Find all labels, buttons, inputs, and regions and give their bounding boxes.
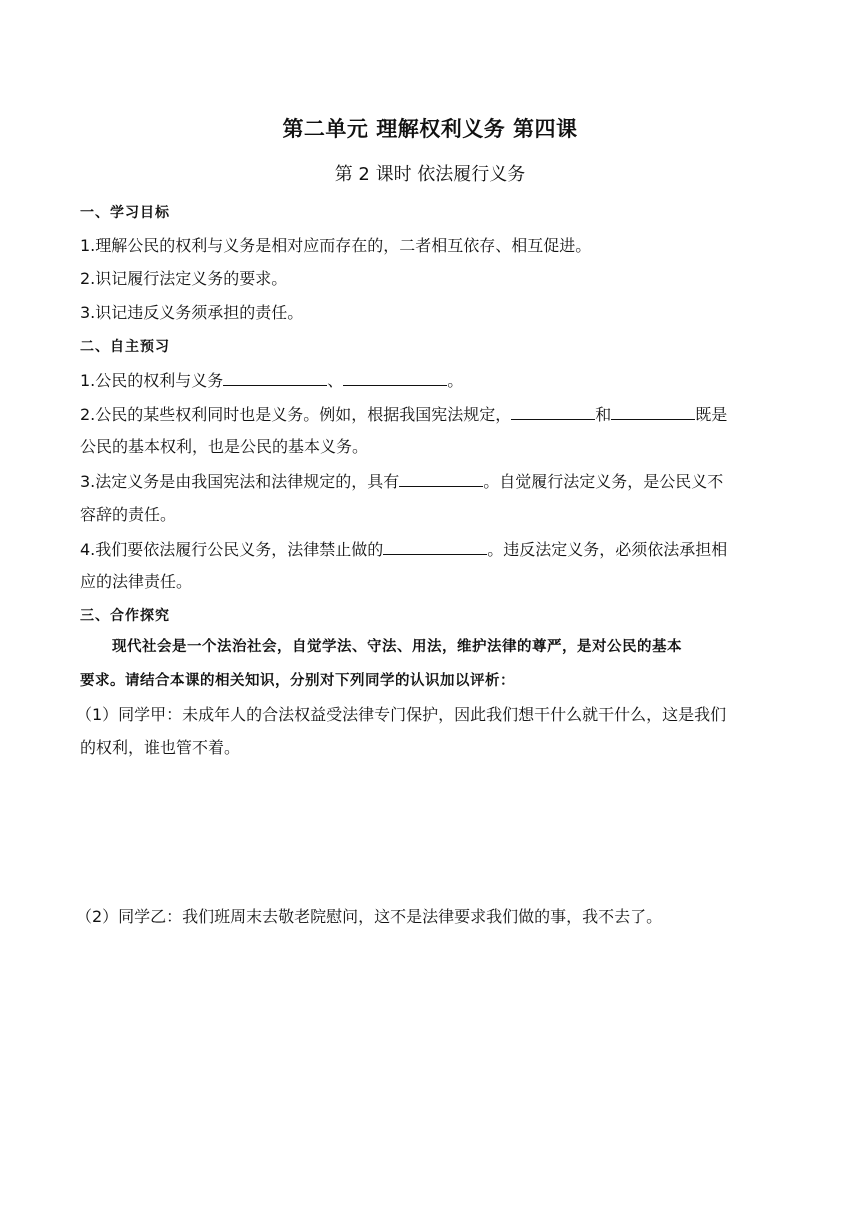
- question-4-line-2: 应的法律责任。: [80, 572, 193, 591]
- page-title: 第二单元 理解权利义务 第四课: [282, 117, 578, 141]
- answer-blank[interactable]: [223, 369, 327, 386]
- answer-blank[interactable]: [511, 403, 595, 420]
- answer-blank[interactable]: [343, 369, 447, 386]
- question-2-line-2: 公民的基本权利，也是公民的基本义务。: [80, 437, 369, 456]
- question-4-line-1: [80, 538, 780, 561]
- question-1-sep: 、: [327, 371, 344, 390]
- question-1: [80, 369, 780, 392]
- question-1-text: 1.公民的权利与义务: [80, 371, 224, 390]
- question-2-and: 和: [595, 405, 612, 424]
- question-2-tail: 既是: [695, 405, 728, 424]
- question-3-line-1: [80, 470, 780, 493]
- question-2-line-1: [80, 403, 780, 426]
- question-3-text: 3.法定义务是由我国宪法和法律规定的，具有: [80, 472, 400, 491]
- page-subtitle: 第 2 课时 依法履行义务: [334, 164, 526, 185]
- inquiry-intro-line-1: 现代社会是一个法治社会，自觉学法、守法、用法，维护法律的尊严，是对公民的基本: [112, 639, 682, 655]
- answer-blank[interactable]: [383, 538, 487, 555]
- answer-blank[interactable]: [399, 470, 483, 487]
- question-2-text: 2.公民的某些权利同时也是义务。例如，根据我国宪法规定，: [80, 405, 512, 424]
- question-4-tail: 。违反法定义务，必须依法承担相: [487, 540, 728, 559]
- case-1-line-1: （1）同学甲：未成年人的合法权益受法律专门保护，因此我们想干什么就干什么，这是我们: [76, 705, 727, 724]
- goal-item-2: 2.识记履行法定义务的要求。: [80, 269, 288, 288]
- case-1-line-2: 的权利，谁也管不着。: [80, 738, 241, 757]
- section-heading-cooperative-inquiry: 三、合作探究: [80, 608, 170, 624]
- case-2: （2）同学乙：我们班周末去敬老院慰问，这不是法律要求我们做的事，我不去了。: [76, 907, 663, 926]
- inquiry-intro-line-2: 要求。请结合本课的相关知识，分别对下列同学的认识加以评析：: [80, 673, 515, 689]
- question-3-line-2: 容辞的责任。: [80, 505, 177, 524]
- section-heading-learning-goals: 一、学习目标: [80, 205, 170, 221]
- answer-blank[interactable]: [611, 403, 695, 420]
- goal-item-1: 1.理解公民的权利与义务是相对应而存在的，二者相互依存、相互促进。: [80, 236, 592, 255]
- question-1-end: 。: [447, 371, 464, 390]
- question-4-text: 4.我们要依法履行公民义务，法律禁止做的: [80, 540, 384, 559]
- question-3-tail: 。自觉履行法定义务，是公民义不: [483, 472, 724, 491]
- goal-item-3: 3.识记违反义务须承担的责任。: [80, 303, 304, 322]
- section-heading-preview: 二、自主预习: [80, 339, 170, 355]
